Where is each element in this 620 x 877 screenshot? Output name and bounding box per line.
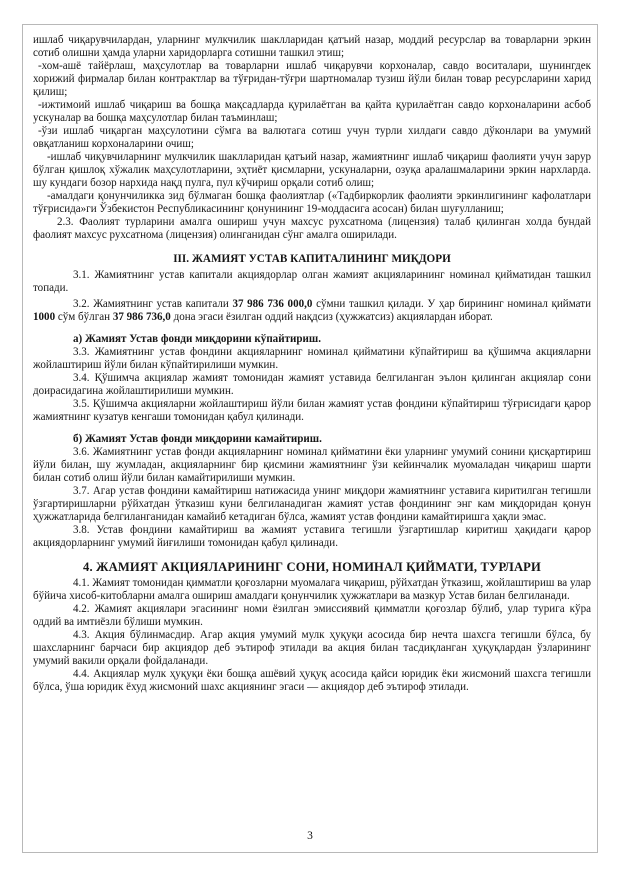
- document-body: [33, 34, 591, 694]
- page-number: 3: [307, 830, 313, 842]
- paragraph-3-2-pre: 3.2. Жамиятнинг устав капитали: [73, 298, 233, 310]
- paragraph: -ижтимоий ишлаб чиқариш ва бошқа мақсадларда қурилаётган ва қайта қурилаётган савдо корхоналарини асбоб ускуналар ва бошқа маҳсулотлар билан таъминлаш;: [33, 99, 591, 124]
- paragraph-3-2-mid2: сўм бўлган: [55, 311, 113, 323]
- paragraph: 3.4. Қўшимча акциялар жамият томонидан жамият уставида белгиланган эълон қилинган акциялар сони доирасидагина жойлаштирилиши мумкин.: [33, 372, 591, 397]
- paragraph: -амалдаги қонунчиликка зид бўлмаган бошқа фаолиятлар («Тадбиркорлик фаолияти эркинлигининг кафолатлари тўғрисида»ги Ўзбекистон Республикасининг қонунининг 19-моддасига асосан) билан шуғулланиш;: [33, 190, 591, 215]
- subsection-heading: б) Жамият Устав фонди миқдорини камайтириш.: [73, 433, 322, 445]
- paragraph-3-2: [33, 298, 591, 324]
- paragraph: 3.8. Устав фондини камайтириш ва жамият уставига тегишли ўзгартишлар киритиш ҳақидаги қарор акциядорларнинг умумий йиғилиши томонидан қабул қилинади.: [33, 524, 591, 549]
- subsection-heading: а) Жамият Устав фонди миқдорини кўпайтириш.: [73, 333, 321, 345]
- paragraph: 3.7. Агар устав фондини камайтириш натижасида унинг миқдори жамиятнинг уставига киритилган тегишли ўзгартиришларни рўйхатдан ўтказиш куни белгиланадиган жамият устав фондининг энг кам миқдоридан қонун ҳужжатларида белгиланганидан камайиб кетадиган бўлса, жамият устав фондини камайтиришга ҳақли эмас.: [33, 485, 591, 523]
- paragraph: 3.1. Жамиятнинг устав капитали акциядорлар олган жамият акцияларининг номинал қийматидан ташкил топади.: [33, 269, 591, 294]
- paragraph: 4.1. Жамият томонидан қимматли қоғозларни муомалага чиқариш, рўйхатдан ўтказиш, жойлаштириш ва улар бўйича хисоб-китобларни амалга ошириш амалдаги қонунчилик ҳужжатлари ва мазкур Устав билан белгиланади.: [33, 577, 591, 602]
- paragraph: 2.3. Фаолият турларини амалга ошириш учун махсус рухсатнома (лицензия) талаб қилинган холда бундай фаолият махсус рухсатнома (лицензия) олинганидан сўнг амалга оширилади.: [33, 216, 591, 241]
- paragraph: 4.4. Акциялар мулк ҳуқуқи ёки бошқа ашёвий ҳуқуқ асосида қайси юридик ёки жисмоний шахсга тегишли бўлса, ўша юридик ёхуд жисмоний шахс акциянинг эгаси — акциядор деб эътироф этилади.: [33, 668, 591, 693]
- paragraph: -ўзи ишлаб чиқарган маҳсулотини сўмга ва валютага сотиш учун турли хилдаги савдо дўконлари ва умумий овқатланиш корхоналарини очиш;: [33, 125, 591, 150]
- section-heading: 4. ЖАМИЯТ АКЦИЯЛАРИНИНГ СОНИ, НОМИНАЛ ҚИЙМАТИ, ТУРЛАРИ: [83, 560, 541, 574]
- paragraph: 3.6. Жамиятнинг устав фонди акцияларнинг номинал қийматини ёки уларнинг умумий сонини қисқартириш йўли билан, шу жумладан, акцияларнинг бир қисмини жамиятнинг ўзи кейинчалик муомаладан чиқариш шарти билан сотиб олиш йўли билан камайтирилиши мумкин.: [33, 446, 591, 484]
- paragraph: 4.2. Жамият акциялари эгасининг номи ёзилган эмиссиявий қимматли қоғозлар бўлиб, улар турига кўра оддий ва имтиёзли бўлиши мумкин.: [33, 603, 591, 628]
- paragraph-3-2-post: дона эгаси ёзилган оддий нақдсиз (ҳужжатсиз) акциялардан иборат.: [170, 311, 493, 323]
- paragraph-3-2-amount: 37 986 736 000,0: [232, 298, 313, 310]
- paragraph: -ишлаб чиқувчиларнинг мулкчилик шаклларидан қатъий назар, жамиятнинг ишлаб чиқариш фаолияти учун зарур бўлган қишлоқ хўжалик маҳсулотларини, эҳтиёт қисмларни, ускуналарни, озуқа аралашмаларини эркин нархларда. шу кундаги бозор нархида нақд пулга, пул кўчириш орқали сотиб олиш;: [33, 151, 591, 189]
- section-heading: III. ЖАМИЯТ УСТАВ КАПИТАЛИНИНГ МИҚДОРИ: [173, 253, 451, 265]
- paragraph-3-2-count: 37 986 736,0: [112, 311, 171, 323]
- paragraph: ишлаб чиқарувчилардан, уларнинг мулкчилик шаклларидан қатъий назар, моддий ресурслар ва товарларни эркин сотиб олишни ҳамда уларни харидорларга сотишни ташкил этиш;: [33, 34, 591, 59]
- paragraph-3-2-mid1: сўмни ташкил қилади. У ҳар бирининг номинал қиймати: [312, 298, 591, 310]
- paragraph: 4.3. Акция бўлинмасдир. Агар акция умумий мулк ҳуқуқи асосида бир нечта шахсга тегишли бўлса, бу шахсларнинг барчаси бир акциядор деб эътироф этилади ва акция билан тасдиқланган ҳуқуқлардан ўзларининг умумий вакили орқали фойдаланади.: [33, 629, 591, 667]
- paragraph-3-2-nominal: 1000: [33, 311, 56, 323]
- paragraph: 3.5. Қўшимча акцияларни жойлаштириш йўли билан жамият устав фондини кўпайтириш тўғрисидаги қарор жамиятнинг кузатув кенгаши томонидан қабул қилинади.: [33, 398, 591, 423]
- paragraph: -хом-ашё тайёрлаш, маҳсулотлар ва товарларни ишлаб чиқарувчи корхоналар, савдо воситалари, шунингдек хорижий фирмалар билан контрактлар ва тўғридан-тўғри шартномалар тузиш йўли билан товар ресурсларини харид қилиш;: [33, 60, 591, 98]
- paragraph: 3.3. Жамиятнинг устав фондини акцияларнинг номинал қийматини кўпайтириш ва қўшимча акцияларни жойлаштириш йўли билан кўпайтирилиши мумкин.: [33, 346, 591, 371]
